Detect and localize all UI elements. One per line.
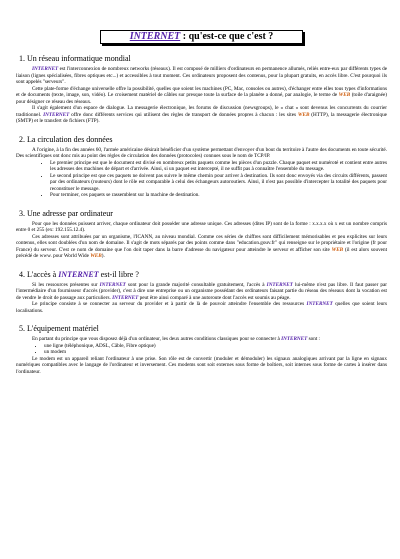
paragraph-text: peut être ainsi comparé à une autoroute dont l'accès est soumis au péage. (138, 294, 291, 301)
section-4-paragraph-2 (16, 301, 387, 314)
paragraph-text: offre donc différents services qui utilisent des règles de transport de données propres à chacun : les sites (69, 111, 298, 118)
section-1-paragraph-3 (16, 105, 387, 125)
heading-text: est-il libre ? (98, 269, 139, 279)
paragraph-text: sont : (307, 336, 320, 342)
section-heading-5: 5. L'équipement matériel (19, 324, 99, 333)
paragraph-text: sont pour la grande majorité consultable gratuitement, l'accès à (125, 281, 267, 288)
title-rest: : qu'est-ce que c'est ? (180, 31, 274, 42)
paragraph-text: (toile d'araignée) pour désigner ce réseau des réseaux. (16, 92, 387, 105)
brand-text: INTERNET (99, 281, 126, 288)
paragraph-text: Il s'agit également d'un espace de dialogue. La messagerie électronique, les forums de discussion (newsgroups), le « chat » sont devenus les concurrents du courrier traditionnel. (16, 105, 387, 118)
section-heading-3: 3. Une adresse par ordinateur (19, 208, 113, 218)
brand-text: INTERNET (306, 301, 333, 307)
list-item: • une ligne (téléphonique, ADSL, Câble, Fibre optique) (44, 343, 387, 350)
section-heading-1: 1. Un réseau informatique mondial (19, 54, 131, 63)
brand-text: INTERNET (58, 269, 99, 279)
brand-text: INTERNET (43, 111, 70, 118)
paragraph-text: (il est alors souvent précédé de www. pour World Wide (16, 246, 388, 259)
paragraph-text: En partant du principe que vous disposez déjà d'un ordinateur, les deux autres conditions classiques pour se connecter à (32, 336, 282, 342)
paragraph-text: lui-même n'est pas libre. Il faut passer par l'intermédiaire d'un fournisseur d'accès (provider), c'est à dire une entreprise ou un organisme possédant des ordinateurs faisant partie du réseau des réseaux dont la vocation est de vendre le droit de passage aux particuliers. (16, 281, 388, 301)
heading-text: 4. L'accès à (19, 269, 59, 279)
web-text: WEB (297, 111, 310, 118)
paragraph-text: est l'interconnexion de nombreux networks (réseaux). Il est composé de milliers d'ordinateurs en permanence allumés, reliés entre-eux par différents types de liaison (lignes spécialisées, fibres optiques etc...) et accessibles à tout moment. Ces ordinateurs proposent des contenus, pour la plupart gratuits, en accès libre. C'est pourquoi ils sont appelés "serveurs". (16, 66, 387, 85)
web-text: WEB (338, 92, 351, 98)
paragraph-text: Le principe consiste à se connecter au serveur du provider et à partir de là de pouvoir atteindre l'ensemble des ressources (32, 301, 307, 307)
section-1-paragraph-2 (16, 86, 387, 106)
section-heading-2: 2. La circulation des données (19, 134, 113, 144)
section-4-paragraph-1 (16, 282, 387, 302)
web-text: WEB (331, 246, 344, 253)
section-5-paragraph-2: Le modem est un appareil reliant l'ordinateur à une prise. Son rôle est de convertir (moduler et démoduler) les signaux analogiques arrivant par la ligne en signaux numériques compatibles avec le langage de l'ordinateur et inversement. Ces modems sont soit externes sous forme de boîtiers, soit internes sous forme de cartes à insérer dans l'ordinateur. (16, 355, 387, 375)
section-1-paragraph-1 (16, 66, 387, 86)
section-heading-4 (19, 270, 387, 279)
paragraph-text: (HTTP), la messagerie électronique (SMTP) et le transfert de fichiers (FTP). (16, 111, 387, 124)
list-item: • Le premier principe est que le document est divisé en nombreux petits paquets comme les pièces d'un puzzle. Chaque paquet est numéroté et contient entre autres les adresses des machines de départ et d'arrivée. Ainsi, si un paquet est intercepté, il ne suffit pas à connaître l'ensemble du message. (50, 160, 387, 173)
paragraph-text: quelles que soient leurs localisations. (16, 301, 387, 314)
list-item: • Le second principe est que ces paquets ne doivent pas suivre le même chemin pour arriver à destination. Ils sont donc envoyés via des circuits différents, passent par des ordinateurs (routeurs) dont le rôle est comparable à celui des échangeurs autoroutiers. Ainsi, il n'est pas possible d'intercepter la totalité des paquets pour reconstituer le message. (50, 173, 387, 193)
brand-text: INTERNET (281, 336, 308, 342)
paragraph-text: Ces adresses sont attribuées par un organisme, l'ICANN, au niveau mondial. Comme ces séries de chiffres sont difficilement mémorisables et peu explicites sur leurs contenus, elles sont doublées d'un nom de domaine. Il s'agit de mots séparés par des points comme dans "education.gouv.fr" qui renseigne sur le propriétaire et l'origine (fr pour France) du serveur. C'est ce nom de domaine que l'on doit taper dans la barre d'adresse du navigateur pour atteindre le serveur et afficher son site (16, 233, 387, 253)
paragraph-text: ). (101, 253, 105, 259)
page-title (100, 30, 303, 44)
title-brand: INTERNET (129, 31, 181, 42)
list-item: • un modem (44, 349, 387, 356)
brand-text: INTERNET (266, 281, 293, 288)
brand-text: INTERNET (112, 294, 139, 301)
section-2-paragraph-1: A l'origine, à la fin des années 60, l'armée américaine désirait bénéficier d'un système permettant d'envoyer d'un bout du territoire à l'autre des documents en toute sécurité. Des scientifiques ont donc mis au point des règles de circulation des données (protocoles) connues sous le nom de TCP/IP. (16, 146, 387, 159)
paragraph-text: Cette plate-forme d'échange universelle offre la possibilité, quelles que soient les machines (PC, Mac, consoles ou autres), d'échanger entre elles tous types d'informations et de documents (texte, image, son, vidéo). Le croisement matériel de câbles sur presque toute la surface de la planète a donné, par analogie, le terme de (16, 85, 387, 98)
web-text: WEB (90, 253, 102, 259)
section-3-paragraph-1: Pour que les données puissent arriver, chaque ordinateur doit posséder une adresse unique. Ces adresses (dites IP) sont de la forme : x.x.x.x où x est un nombre compris entre 0 et 255 (ex: 192.155.12.4). (16, 220, 387, 233)
section-2-bullet-list (16, 160, 387, 199)
paragraph-text: Si les ressources présentes sur (32, 281, 100, 288)
brand-text: INTERNET (32, 66, 59, 72)
list-item: • Pour terminer, ces paquets se rassemblent sur la machine de destination. (50, 192, 387, 199)
section-3-paragraph-2 (16, 234, 387, 260)
section-5-bullet-list (16, 343, 387, 356)
